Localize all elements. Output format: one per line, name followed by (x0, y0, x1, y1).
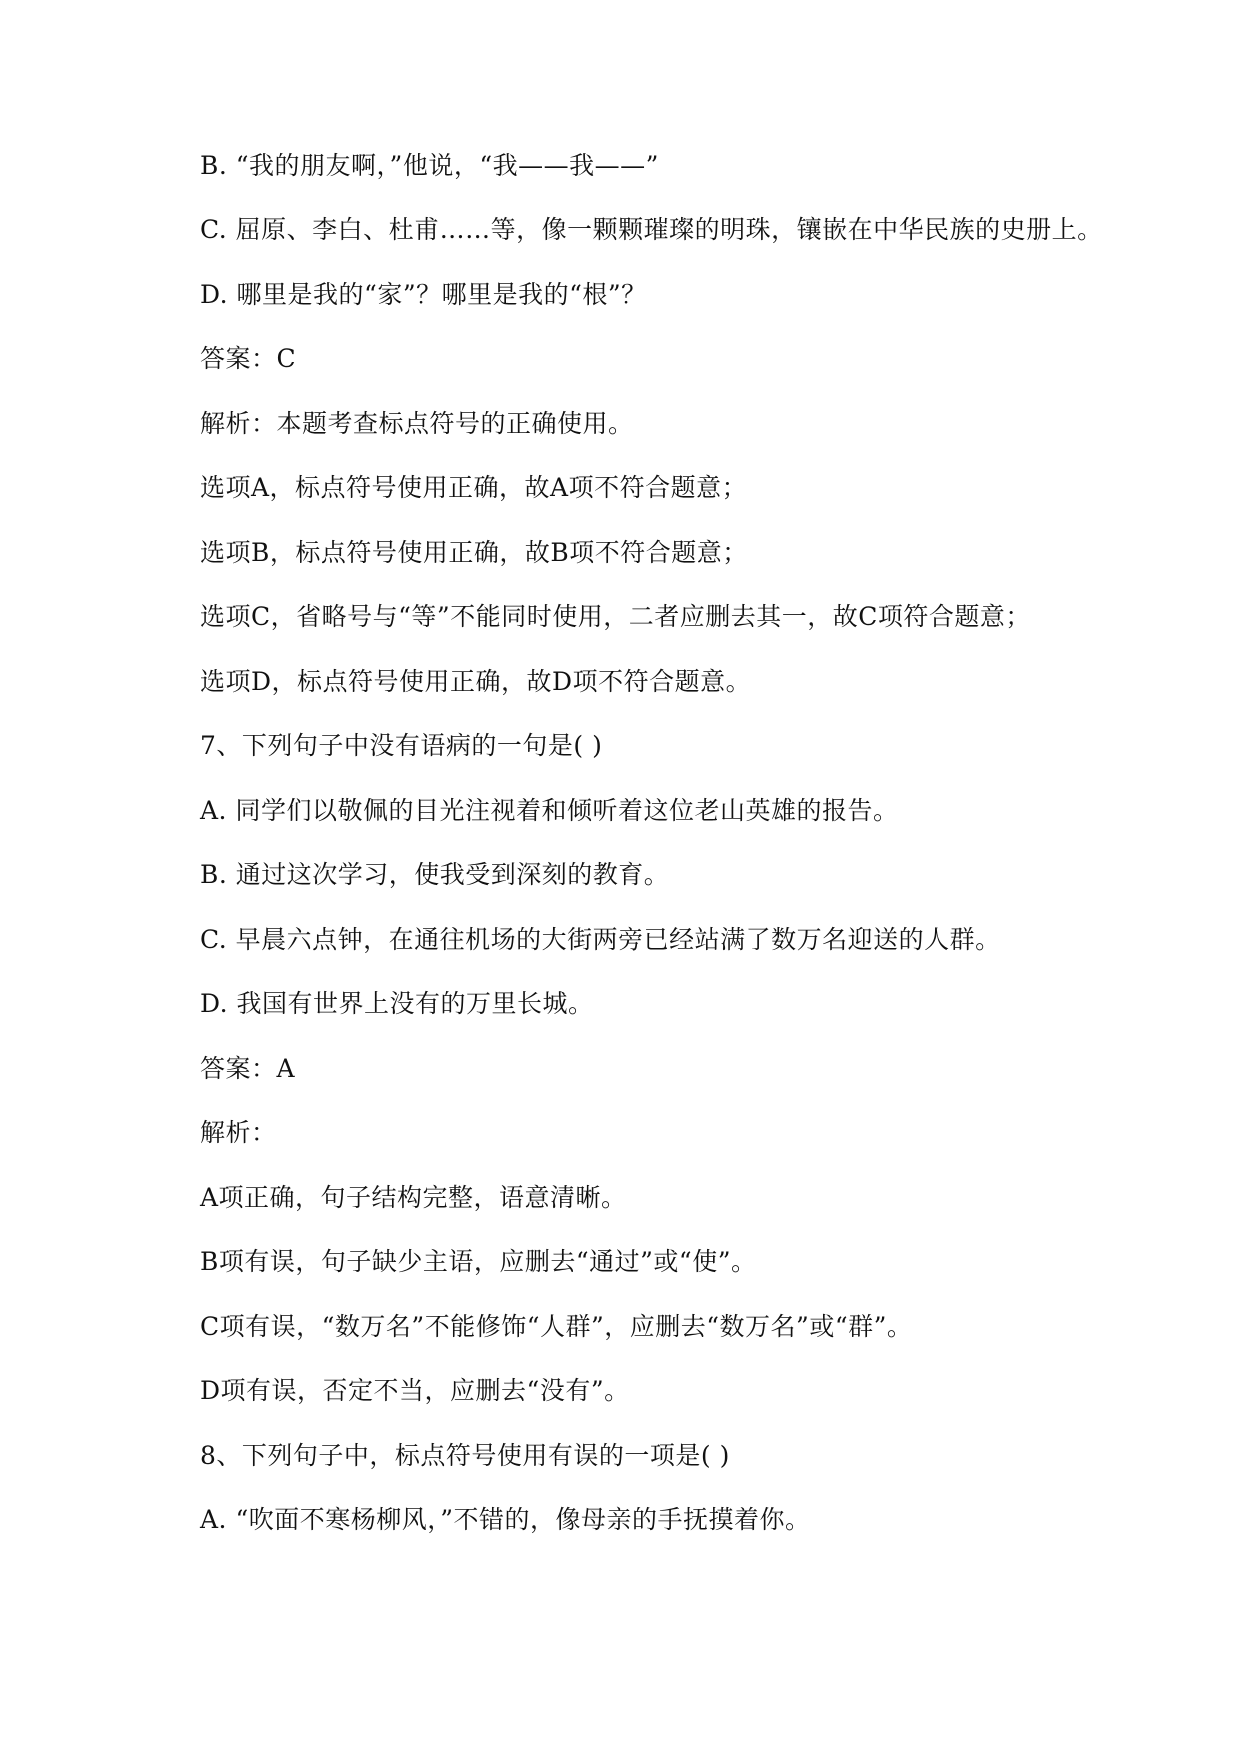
q7-analysis-a: A项正确，句子结构完整，语意清晰。 (200, 1183, 627, 1212)
q7-option-a: A. 同学们以敬佩的目光注视着和倾听着这位老山英雄的报告。 (200, 796, 899, 825)
analysis-line: 解析：本题考查标点符号的正确使用。 (200, 409, 634, 438)
q7-option-d: D. 我国有世界上没有的万里长城。 (200, 989, 594, 1018)
q7-option-b: B. 通过这次学习，使我受到深刻的教育。 (200, 860, 670, 889)
q7-analysis-label: 解析： (200, 1118, 277, 1147)
question-7: 7、下列句子中没有语病的一句是( ) (200, 731, 603, 760)
option-d-line: D. 哪里是我的“家”？哪里是我的“根”？ (200, 280, 647, 309)
q7-analysis-c: C项有误，“数万名”不能修饰“人群”，应删去“数万名”或“群”。 (200, 1312, 913, 1341)
option-c-line: C. 屈原、李白、杜甫……等，像一颗颗璀璨的明珠，镶嵌在中华民族的史册上。 (200, 215, 1103, 244)
option-b-line: B. “我的朋友啊，”他说，“我——我——” (200, 151, 659, 180)
q7-option-c: C. 早晨六点钟，在通往机场的大街两旁已经站满了数万名迎送的人群。 (200, 925, 1001, 954)
answer-line: 答案：C (200, 344, 297, 373)
q7-analysis-d: D项有误，否定不当，应删去“没有”。 (200, 1376, 630, 1405)
question-8: 8、下列句子中，标点符号使用有误的一项是( ) (200, 1441, 730, 1470)
q8-option-a: A. “吹面不寒杨柳风，”不错的，像母亲的手抚摸着你。 (200, 1505, 811, 1534)
analysis-option-a: 选项A，标点符号使用正确，故A项不符合题意； (200, 473, 748, 502)
analysis-option-c: 选项C，省略号与“等”不能同时使用，二者应删去其一，故C项符合题意； (200, 602, 1031, 631)
analysis-option-d: 选项D，标点符号使用正确，故D项不符合题意。 (200, 667, 752, 696)
analysis-option-b: 选项B，标点符号使用正确，故B项不符合题意； (200, 538, 748, 567)
q7-answer: 答案：A (200, 1054, 296, 1083)
q7-analysis-b: B项有误，句子缺少主语，应删去“通过”或“使”。 (200, 1247, 757, 1276)
